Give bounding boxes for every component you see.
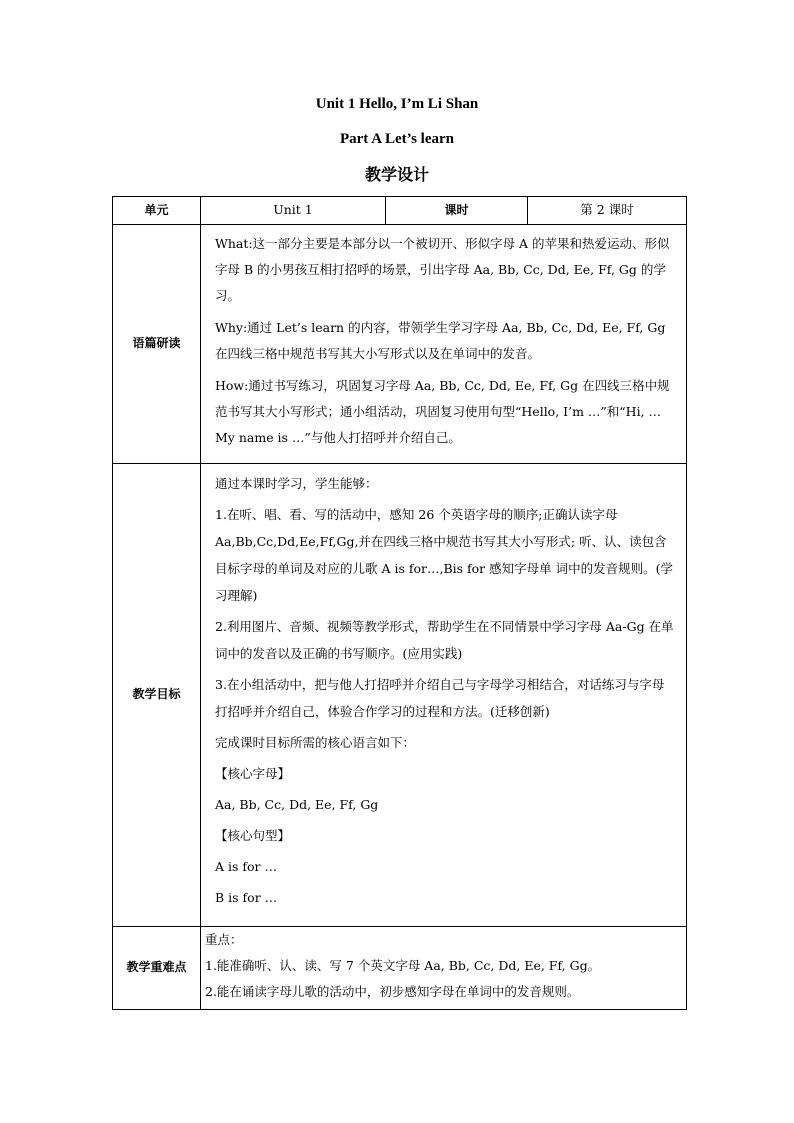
objective-item-1: 1.在听、唱、看、写的活动中，感知 26 个英语字母的顺序;正确认读字母 Aa,Bb,Cc,Dd,Ee,Ff,Gg,并在四线三格中规范书写其大小写形式; 听、认、读包含目标字母的单词及对应的儿歌 A is for…,Bis for 感知字母单 词中的发音规则。(学习理解): [215, 507, 673, 603]
core-letters-label: 【核心字母】: [215, 766, 291, 781]
objective-item-2: 2.利用图片、音频、视频等教学形式，帮助学生在不同情景中学习字母 Aa-Gg 在单词中的发音以及正确的书写顺序。(应用实践): [215, 619, 674, 661]
period-value: 第 2 课时: [528, 197, 687, 225]
key-points-row: [113, 927, 687, 1010]
text-study-row: [113, 225, 687, 464]
how-paragraph: How:通过书写练习，巩固复习字母 Aa, Bb, Cc, Dd, Ee, Ff, Gg 在四线三格中规范书写其大小写形式；通小组活动，巩固复习使用句型“Hello, I’m …”和“Hi, … My name is …”与他人打招呼并介绍自己。: [215, 378, 670, 445]
why-paragraph: Why:通过 Let’s learn 的内容，带领学生学习字母 Aa, Bb, Cc, Dd, Ee, Ff, Gg 在四线三格中规范书写其大小写形式以及在单词中的发音。: [215, 320, 666, 361]
unit-label: 单元: [113, 197, 201, 225]
text-study-content: [201, 225, 687, 464]
key-point-1: 1.能准确听、认、读、写 7 个英文字母 Aa, Bb, Cc, Dd, Ee, Ff, Gg。: [205, 958, 601, 973]
objectives-label: 教学目标: [113, 464, 201, 927]
core-sentence-1: A is for …: [215, 859, 277, 874]
objectives-intro: 通过本课时学习，学生能够：: [215, 476, 378, 491]
core-letters: Aa, Bb, Cc, Dd, Ee, Ff, Gg: [215, 797, 379, 812]
objective-item-3: 3.在小组活动中，把与他人打招呼并介绍自己与字母学习相结合，对话练习与字母打招呼并介绍自己，体验合作学习的过程和方法。(迁移创新): [215, 677, 665, 719]
what-paragraph: What:这一部分主要是本部分以一个被切开、形似字母 A 的苹果和热爱运动、形似字母 B 的小男孩互相打招呼的场景，引出字母 Aa, Bb, Cc, Dd, Ee, Ff, Gg 的学习。: [215, 236, 670, 303]
core-sentences-label: 【核心句型】: [215, 828, 291, 843]
core-sentence-2: B is for …: [215, 890, 278, 905]
key-points-heading: 重点：: [205, 932, 243, 947]
unit-value: Unit 1: [201, 197, 386, 225]
period-label: 课时: [386, 197, 528, 225]
document-heading: 教学设计: [364, 165, 429, 184]
document-subtitle: Part A Let’s learn: [339, 131, 454, 147]
document-title: Unit 1 Hello, I’m Li Shan: [315, 96, 479, 112]
text-study-label: 语篇研读: [113, 225, 201, 464]
objectives-content: [201, 464, 687, 927]
objectives-row: [113, 464, 687, 927]
core-language-intro: 完成课时目标所需的核心语言如下：: [215, 735, 416, 750]
header-row: [113, 197, 687, 225]
key-points-label: 教学重难点: [113, 927, 201, 1010]
lesson-plan-table: [112, 196, 687, 1010]
key-point-2: 2.能在诵读字母儿歌的活动中，初步感知字母在单词中的发音规则。: [205, 984, 580, 999]
key-points-content: [201, 927, 687, 1010]
